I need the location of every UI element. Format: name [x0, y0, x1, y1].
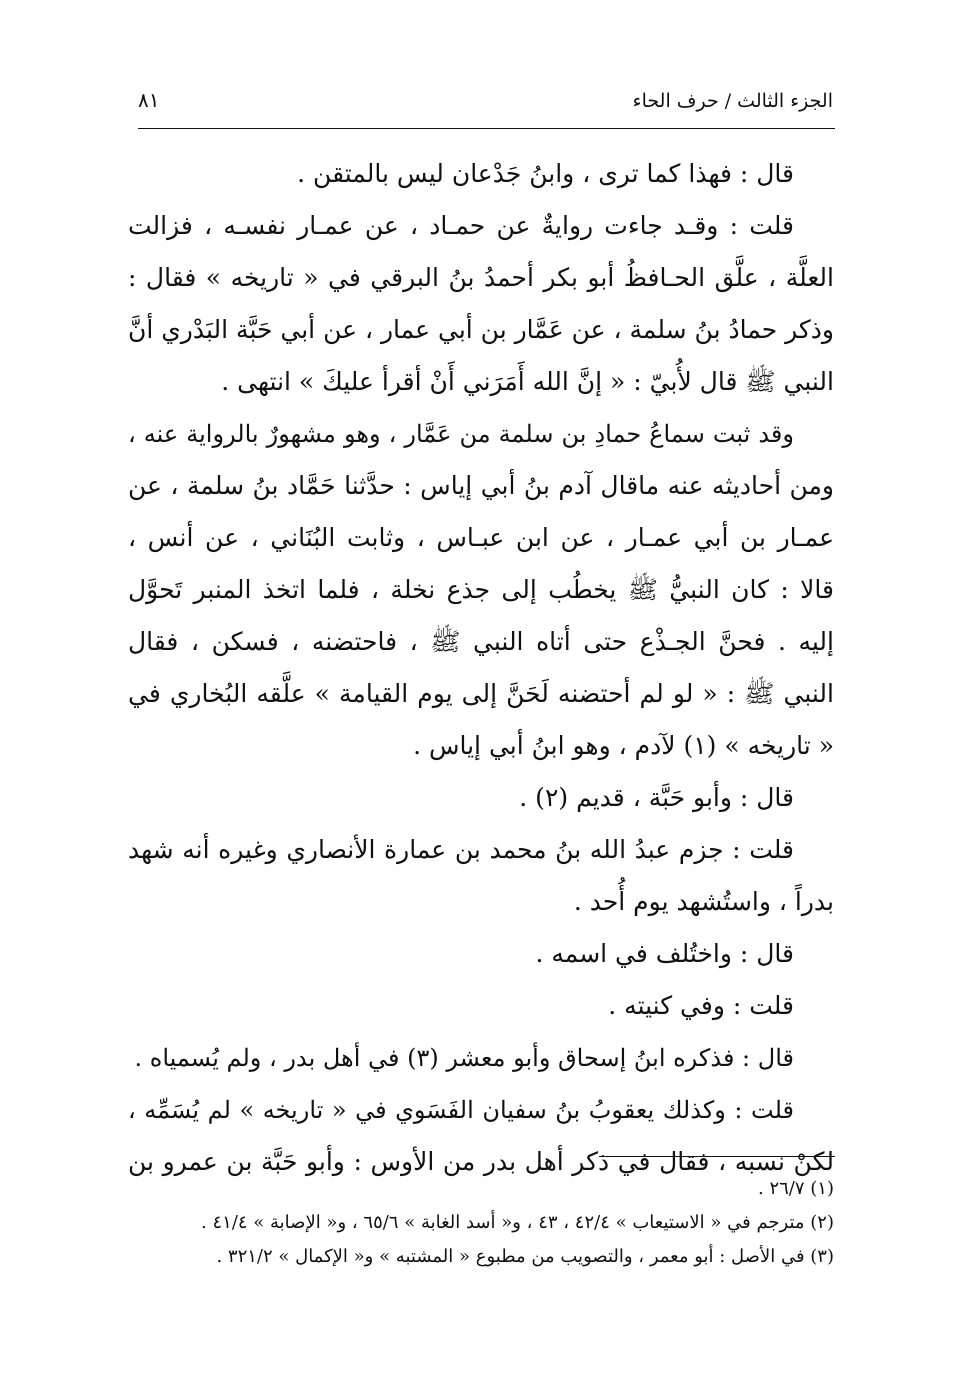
- text-line: النبي ﷺ : « لو لم أحتضنه لَحَنَّ إلى يوم القيامة » علَّقه البُخاري في: [128, 679, 834, 708]
- text-line: لكنْ نسبه ، فقال في ذكر أهل بدر من الأوس : وأبو حَبَّة بن عمرو بن: [128, 1147, 834, 1176]
- text-line: قلت : وفي كنيته .: [608, 991, 794, 1020]
- text-line: النبي ﷺ قال لأُبيّ : « إنَّ الله أَمَرَني أَنْ أقرأ عليكَ » انتهى .: [221, 367, 834, 396]
- footnote-divider: [599, 1156, 835, 1157]
- text-line: قال : فذكره ابنُ إسحاق وأبو معشر (٣) في أهل بدر ، ولم يُسمياه .: [134, 1044, 794, 1072]
- text-line: قال : واختُلف في اسمه .: [535, 939, 794, 968]
- text-line: إليه . فحنَّ الجـذْع حتى أتاه النبي ﷺ ، فاحتضنه ، فسكن ، فقال: [128, 627, 834, 656]
- text-line: وذكر حمادُ بنُ سلمة ، عن عَمَّار بن أبي عمار ، عن أبي حَبَّة البَدْري أنَّ: [128, 315, 834, 344]
- running-header-title: الجزء الثالث / حرف الحاء: [632, 90, 833, 112]
- footnote-3: (٣) في الأصل : أبو معمر ، والتصويب من مطبوع « المشتبه » و« الإكمال » ٣٢١/٢ .: [216, 1246, 834, 1267]
- text-line: قلت : وقـد جاءت روايةٌ عن حمـاد ، عن عمـار نفسـه ، فزالت: [128, 211, 794, 240]
- text-line: عمـار بن أبي عمـار ، عن ابن عبـاس ، وثابت البُنَاني ، عن أنس ،: [128, 523, 834, 552]
- main-text: [128, 148, 834, 1188]
- footnote-1: (١) ٢٦/٧ .: [758, 1178, 834, 1199]
- text-line: قلت : جزم عبدُ الله بنُ محمد بن عمارة الأنصاري وغيره أنه شهد: [128, 835, 794, 864]
- header-divider: [138, 128, 835, 129]
- text-line: بدراً ، واستُشهد يوم أُحد .: [573, 887, 834, 916]
- text-line: قلت : وكذلك يعقوبُ بنُ سفيان الفَسَوي في « تاريخه » لم يُسَمِّه ،: [128, 1096, 794, 1124]
- text-line: « تاريخه » (١) لآدم ، وهو ابنُ أبي إياس .: [413, 731, 834, 760]
- page-number: ٨١: [138, 88, 160, 112]
- text-line: قال : وأبو حَبَّة ، قديم (٢) .: [519, 783, 794, 812]
- text-line: قال : فهذا كما ترى ، وابنُ جَدْعان ليس بالمتقن .: [297, 159, 794, 188]
- text-line: ومن أحاديثه عنه ماقال آدم بنُ أبي إياس : حدَّثنا حَمَّاد بنُ سلمة ، عن: [128, 471, 834, 500]
- text-line: وقد ثبت سماعُ حمادِ بن سلمة من عَمَّار ، وهو مشهورٌ بالرواية عنه ،: [128, 420, 794, 448]
- footnote-2: (٢) مترجم في « الاستيعاب » ٤٢/٤ ، ٤٣ ، و« أسد الغابة » ٦٥/٦ ، و« الإصابة » ٤١/٤ .: [201, 1212, 834, 1233]
- text-line: العلَّة ، علَّق الحـافظُ أبو بكر أحمدُ بنُ البرقي في « تاريخه » فقال :: [128, 263, 834, 292]
- footnotes: [128, 1172, 834, 1274]
- text-line: قالا : كان النبيُّ ﷺ يخطُب إلى جذع نخلة ، فلما اتخذ المنبر تَحوَّل: [128, 575, 834, 604]
- running-header: [138, 84, 833, 120]
